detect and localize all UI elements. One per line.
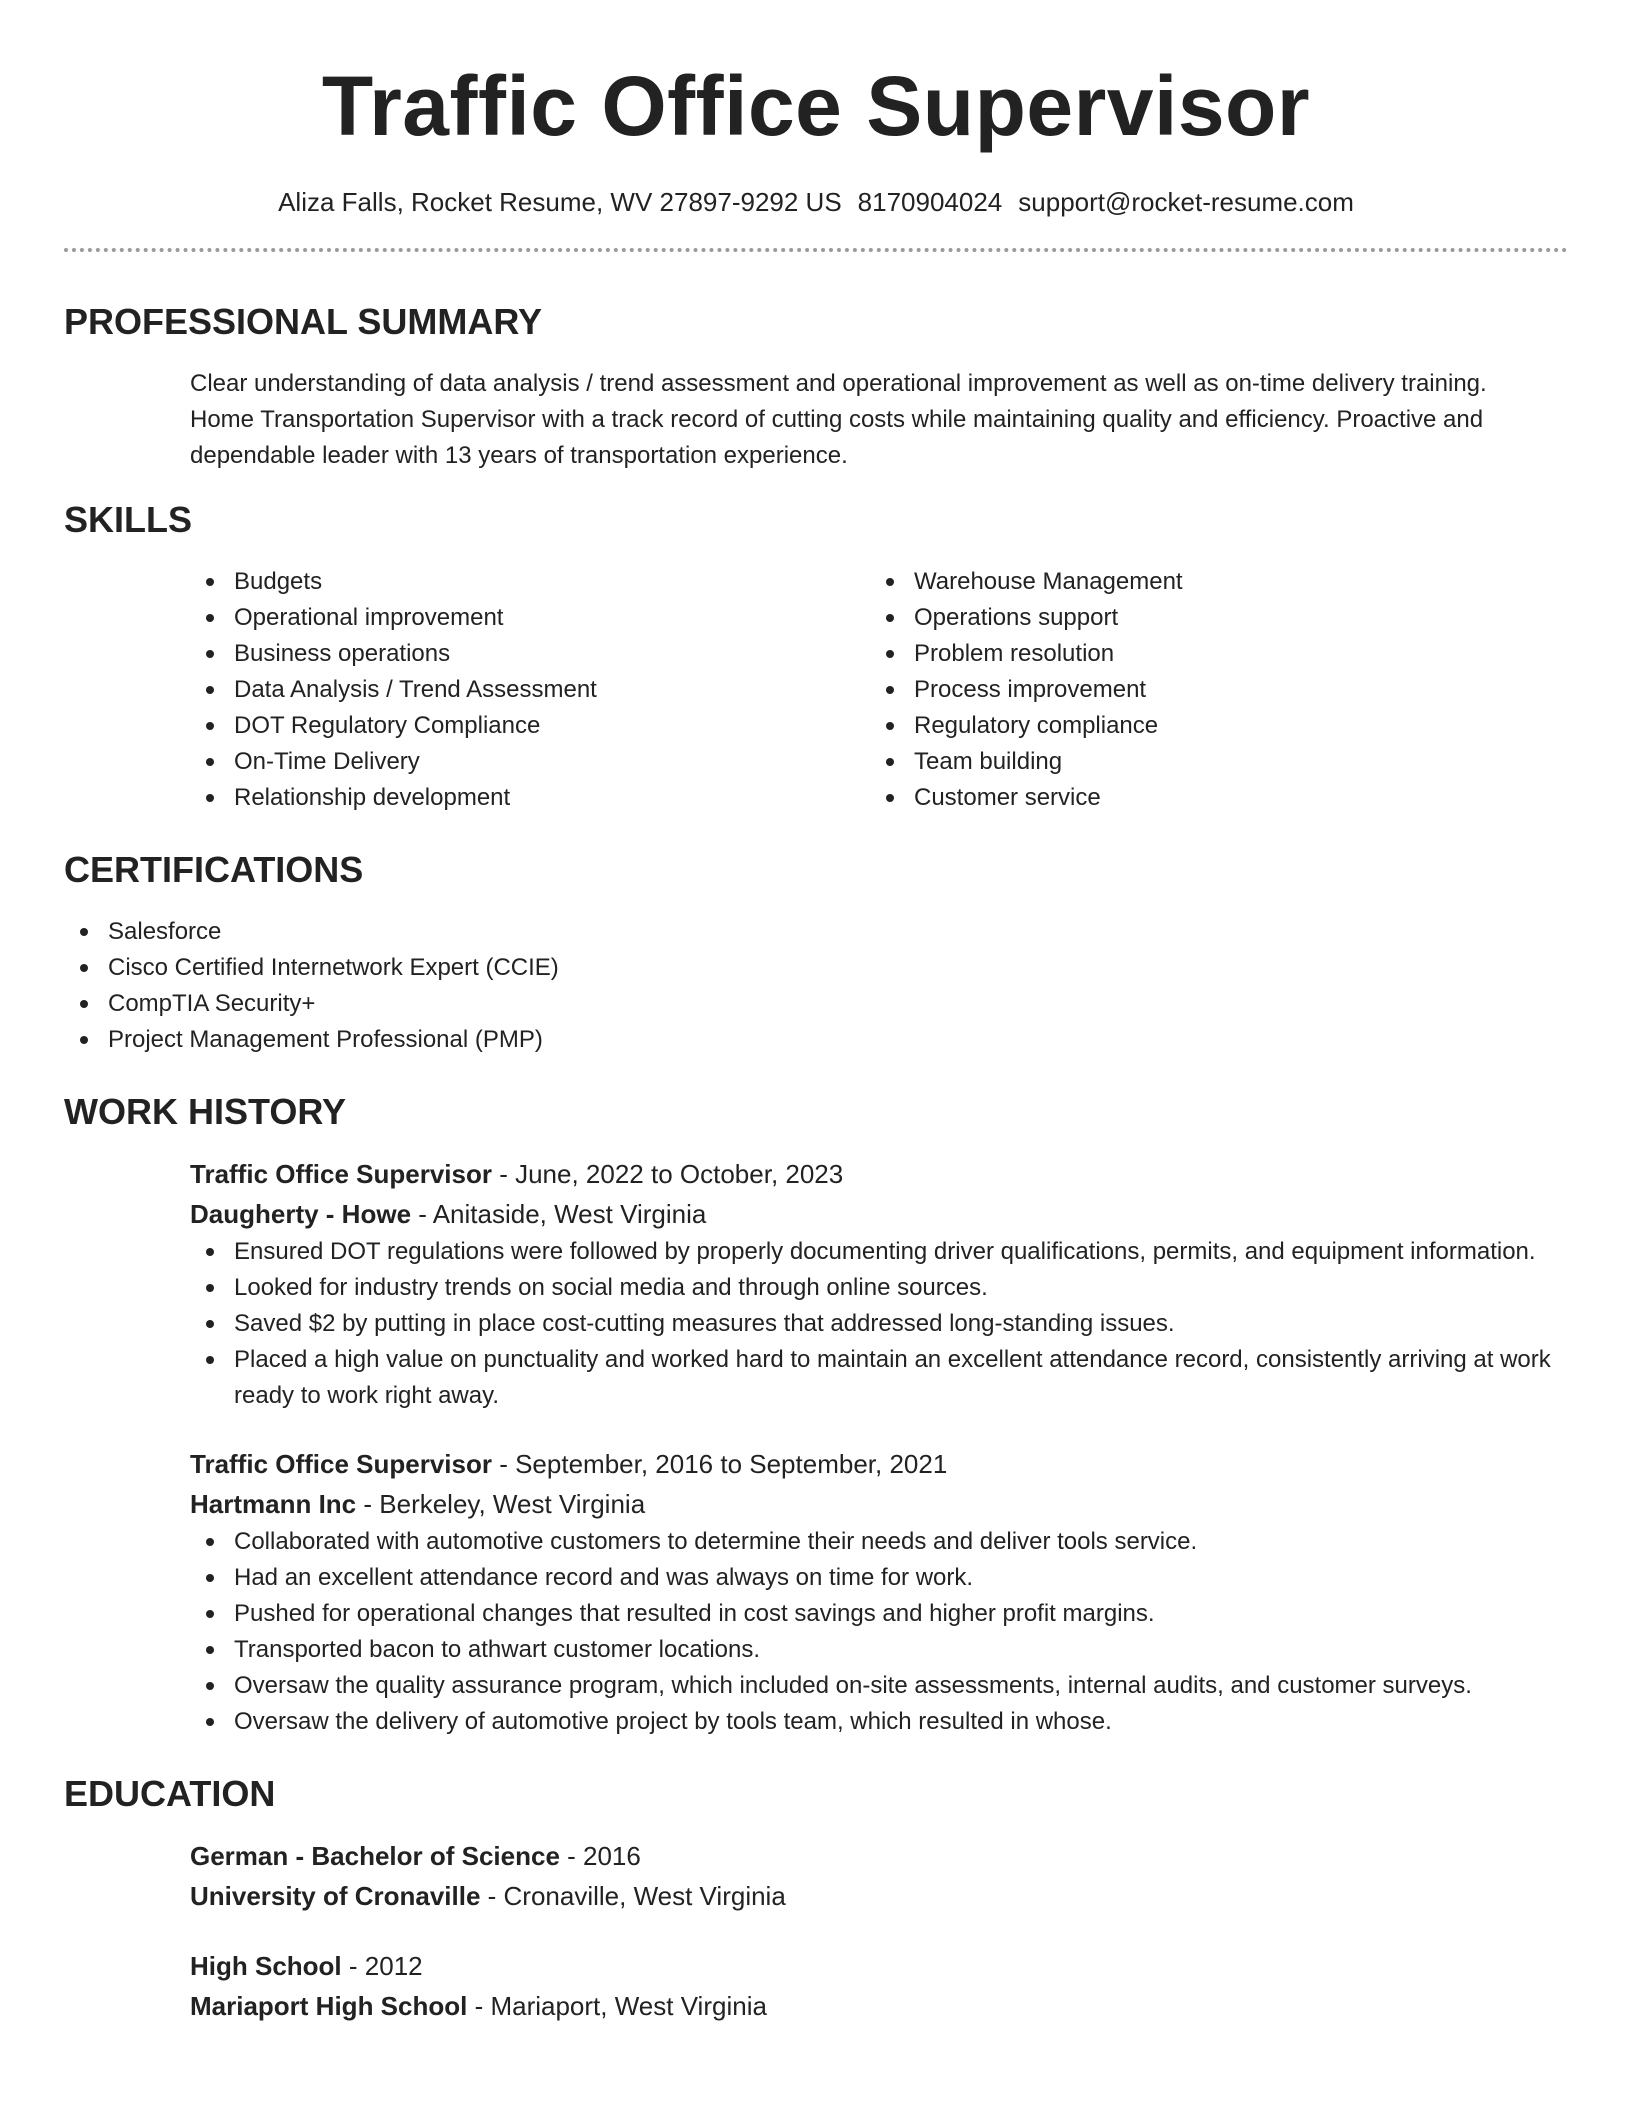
skill-item: Budgets (190, 564, 870, 600)
job-location: - Anitaside, West Virginia (411, 1199, 707, 1229)
education-location: - Mariaport, West Virginia (467, 1991, 767, 2021)
education-degree-line (190, 1946, 1568, 1986)
certification-item: Salesforce (64, 914, 1568, 950)
job-title-line (190, 1444, 1568, 1484)
certification-item: CompTIA Security+ (64, 986, 1568, 1022)
contact-address: Aliza Falls, Rocket Resume, WV 27897-9292 US (278, 187, 842, 217)
job-bullet: Placed a high value on punctuality and worked hard to maintain an excellent attendance record, consistently arriving at work ready to work right away. (190, 1342, 1568, 1414)
education-year: - 2012 (341, 1951, 423, 1981)
skills-section (64, 498, 1568, 816)
contact-phone: 8170904024 (857, 187, 1003, 217)
job-company-line (190, 1194, 1568, 1234)
work-section (64, 1090, 1568, 1740)
education-section (64, 1772, 1568, 2026)
skill-item: Problem resolution (870, 636, 1550, 672)
skill-item: Warehouse Management (870, 564, 1550, 600)
education-school-line (190, 1986, 1568, 2026)
skills-list-left (190, 564, 870, 816)
job-dates: - June, 2022 to October, 2023 (491, 1159, 844, 1189)
education-school: University of Cronaville (190, 1881, 481, 1911)
education-location: - Cronaville, West Virginia (480, 1881, 786, 1911)
education-school: Mariaport High School (190, 1991, 468, 2021)
work-heading: WORK HISTORY (64, 1091, 347, 1132)
certifications-heading: CERTIFICATIONS (64, 849, 364, 890)
skill-item: Team building (870, 744, 1550, 780)
job-bullet: Oversaw the quality assurance program, which included on-site assessments, internal audits, and customer surveys. (190, 1668, 1568, 1704)
skill-item: Relationship development (190, 780, 870, 816)
job-bullet: Looked for industry trends on social media and through online sources. (190, 1270, 1568, 1306)
summary-text: Clear understanding of data analysis / trend assessment and operational improvement as well as on-time delivery training. Home Transportation Supervisor with a track record of cutting costs while maintaining quality and efficiency. Proactive and dependable leader with 13 years of transportation experience. (190, 370, 1487, 469)
skills-grid (64, 564, 1568, 816)
education-year: - 2016 (559, 1841, 641, 1871)
skill-item: Customer service (870, 780, 1550, 816)
summary-heading: PROFESSIONAL SUMMARY (64, 301, 543, 342)
summary-section (64, 300, 1568, 474)
education-heading: EDUCATION (64, 1773, 276, 1814)
certification-item: Cisco Certified Internetwork Expert (CCIE) (64, 950, 1568, 986)
resume-title: Traffic Office Supervisor (321, 59, 1311, 153)
skill-item: Data Analysis / Trend Assessment (190, 672, 870, 708)
job-bullet: Had an excellent attendance record and was always on time for work. (190, 1560, 1568, 1596)
header-divider (64, 248, 1568, 252)
job-company: Hartmann Inc (190, 1489, 357, 1519)
job-bullet: Ensured DOT regulations were followed by properly documenting driver qualifications, permits, and equipment information. (190, 1234, 1568, 1270)
certification-item: Project Management Professional (PMP) (64, 1022, 1568, 1058)
certifications-section (64, 848, 1568, 1058)
job-bullet: Transported bacon to athwart customer locations. (190, 1632, 1568, 1668)
skill-item: DOT Regulatory Compliance (190, 708, 870, 744)
job-bullet: Pushed for operational changes that resulted in cost savings and higher profit margins. (190, 1596, 1568, 1632)
education-school-line (190, 1876, 1568, 1916)
skills-list-right (870, 564, 1550, 816)
job-bullet: Oversaw the delivery of automotive project by tools team, which resulted in whose. (190, 1704, 1568, 1740)
skills-heading: SKILLS (64, 499, 193, 540)
contact-line (64, 184, 1568, 220)
job-bullets (190, 1524, 1568, 1740)
education-entry (64, 1836, 1568, 1916)
education-degree: High School (190, 1951, 342, 1981)
skill-item: Business operations (190, 636, 870, 672)
job-role: Traffic Office Supervisor (190, 1159, 492, 1189)
skill-item: On-Time Delivery (190, 744, 870, 780)
job-location: - Berkeley, West Virginia (356, 1489, 646, 1519)
skill-item: Process improvement (870, 672, 1550, 708)
job-bullet: Saved $2 by putting in place cost-cutting measures that addressed long-standing issues. (190, 1306, 1568, 1342)
certifications-list (64, 914, 1568, 1058)
education-entry (64, 1946, 1568, 2026)
skill-item: Operations support (870, 600, 1550, 636)
skill-item: Regulatory compliance (870, 708, 1550, 744)
education-degree-line (190, 1836, 1568, 1876)
job-entry (64, 1444, 1568, 1740)
contact-email[interactable]: support@rocket-resume.com (1018, 187, 1354, 217)
job-entry (64, 1154, 1568, 1414)
job-title-line (190, 1154, 1568, 1194)
job-dates: - September, 2016 to September, 2021 (491, 1449, 948, 1479)
job-company-line (190, 1484, 1568, 1524)
job-company: Daugherty - Howe (190, 1199, 412, 1229)
job-bullets (190, 1234, 1568, 1414)
job-role: Traffic Office Supervisor (190, 1449, 492, 1479)
job-bullet: Collaborated with automotive customers to determine their needs and deliver tools service. (190, 1524, 1568, 1560)
skill-item: Operational improvement (190, 600, 870, 636)
education-degree: German - Bachelor of Science (190, 1841, 560, 1871)
